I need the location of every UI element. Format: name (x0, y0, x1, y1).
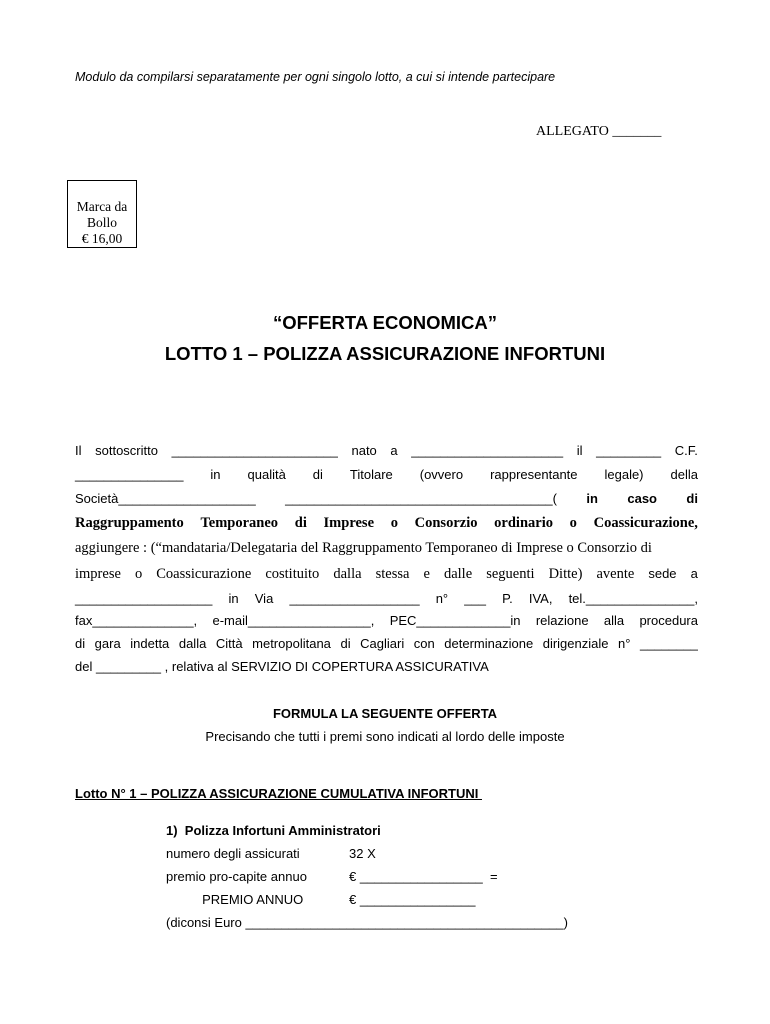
row-label: numero degli assicurati (166, 846, 300, 861)
word: a (390, 443, 398, 458)
word: caso (627, 491, 657, 506)
word: determinazione (444, 636, 534, 651)
row-value: 32 X (349, 846, 376, 861)
lotto-heading: Lotto N° 1 – POLIZZA ASSICURAZIONE CUMULATIVA INFORTUNI (75, 786, 482, 801)
word: Il (75, 443, 82, 458)
header-note: Modulo da compilarsi separatamente per ogni singolo lotto, a cui si intende partecipare (75, 70, 556, 84)
word: C.F. (674, 443, 698, 458)
body-line-1 (75, 443, 698, 458)
row-premio-annuo (166, 892, 476, 907)
word: e-mail_________________, (212, 613, 375, 628)
row-premio-procapite (166, 869, 498, 884)
word: di (312, 467, 323, 482)
word: rappresentante (490, 467, 578, 482)
word: imprese (75, 566, 121, 582)
word: fax______________, (75, 613, 198, 628)
formula-title: FORMULA LA SEGUENTE OFFERTA (272, 706, 498, 721)
word: __________________ (289, 591, 420, 606)
word: dalla (178, 636, 207, 651)
stamp-line-2: Bollo (86, 215, 117, 230)
word: con (413, 636, 435, 651)
word: IVA, (528, 591, 553, 606)
row-value: € ________________ (349, 892, 476, 907)
word: in (228, 591, 239, 606)
word: _________ (596, 443, 662, 458)
row-numero-assicurati (166, 846, 376, 861)
body-line-2 (75, 467, 698, 482)
word: in (586, 491, 598, 506)
document-subtitle: LOTTO 1 – POLIZZA ASSICURAZIONE INFORTUNI (164, 343, 606, 364)
body-line-8 (75, 613, 698, 628)
formula-subtitle: Precisando che tutti i premi sono indicati al lordo delle imposte (205, 729, 565, 744)
word: ordinario (494, 515, 553, 531)
word: indetta (130, 636, 170, 651)
word: dalla (333, 566, 362, 582)
word: o (390, 515, 398, 531)
word: tel._______________, (568, 591, 698, 606)
word: procedura (639, 613, 698, 628)
word: sede (648, 566, 677, 581)
body-line-9 (75, 636, 698, 651)
word: legale) (604, 467, 644, 482)
word: ___________________ (75, 591, 213, 606)
word: dirigenziale (542, 636, 609, 651)
word: della (670, 467, 698, 482)
body-line-10: del _________ , relativa al SERVIZIO DI COPERTURA ASSICURATIVA (75, 659, 489, 674)
word: di (686, 491, 698, 506)
word: Ditte) (548, 566, 583, 582)
word: di (340, 636, 351, 651)
word: di (294, 515, 307, 531)
document-title: “OFFERTA ECONOMICA” (272, 312, 498, 333)
body-line-4 (75, 515, 698, 532)
word: _____________________ (411, 443, 564, 458)
word: _______________ (75, 467, 184, 482)
word: _______________________ (171, 443, 338, 458)
word: dalle (443, 566, 473, 582)
word: Coassicurazione (156, 566, 252, 582)
polizza-title: 1) Polizza Infortuni Amministratori (166, 823, 381, 838)
body-line-7 (75, 591, 698, 606)
word: seguenti (486, 566, 535, 582)
word: Cagliari (360, 636, 405, 651)
word: ________ (640, 636, 698, 651)
word: P. (502, 591, 513, 606)
word: Coassicurazione, (593, 515, 698, 531)
word: e (423, 566, 430, 582)
row-label: premio pro-capite annuo (166, 869, 307, 884)
word: in (210, 467, 221, 482)
word: avente (596, 566, 635, 582)
word: relazione (535, 613, 589, 628)
row-value: € _________________ = (349, 869, 498, 884)
word: metropolitana (252, 636, 331, 651)
word: (ovvero (419, 467, 464, 482)
word: n° (618, 636, 631, 651)
word: gara (94, 636, 121, 651)
body-line-5: aggiungere : (“mandataria/Delegataria del Raggruppamento Temporaneo di Imprese o Consorzio di (75, 540, 652, 556)
row-diconsi: (diconsi Euro ____________________________________________) (166, 915, 568, 930)
word: Consorzio (414, 515, 478, 531)
word: costituito (265, 566, 320, 582)
word: Raggruppamento (75, 515, 184, 531)
allegato-field: ALLEGATO _______ (536, 124, 662, 139)
stamp-line-1: Marca da (76, 199, 128, 214)
word: Città (215, 636, 243, 651)
word: il (576, 443, 583, 458)
word: alla (603, 613, 625, 628)
body-line-6 (75, 566, 698, 583)
word: o (134, 566, 143, 582)
word: Imprese (323, 515, 375, 531)
word: o (569, 515, 577, 531)
word: stessa (375, 566, 410, 582)
word: a (690, 566, 698, 581)
row-label: PREMIO ANNUO (166, 892, 304, 907)
stamp-line-3: € 16,00 (81, 231, 123, 246)
word: Temporaneo (200, 515, 279, 531)
revenue-stamp-box (67, 180, 137, 248)
word: Titolare (349, 467, 393, 482)
word: Società___________________ (75, 491, 256, 506)
word: sottoscritto (95, 443, 158, 458)
word: nato (351, 443, 377, 458)
body-line-3 (75, 491, 698, 506)
word: PEC_____________in (389, 613, 521, 628)
word: _____________________________________( (285, 491, 557, 506)
word: Via (254, 591, 274, 606)
word: di (75, 636, 86, 651)
word: ___ (464, 591, 486, 606)
word: n° (435, 591, 449, 606)
word: qualità (247, 467, 286, 482)
